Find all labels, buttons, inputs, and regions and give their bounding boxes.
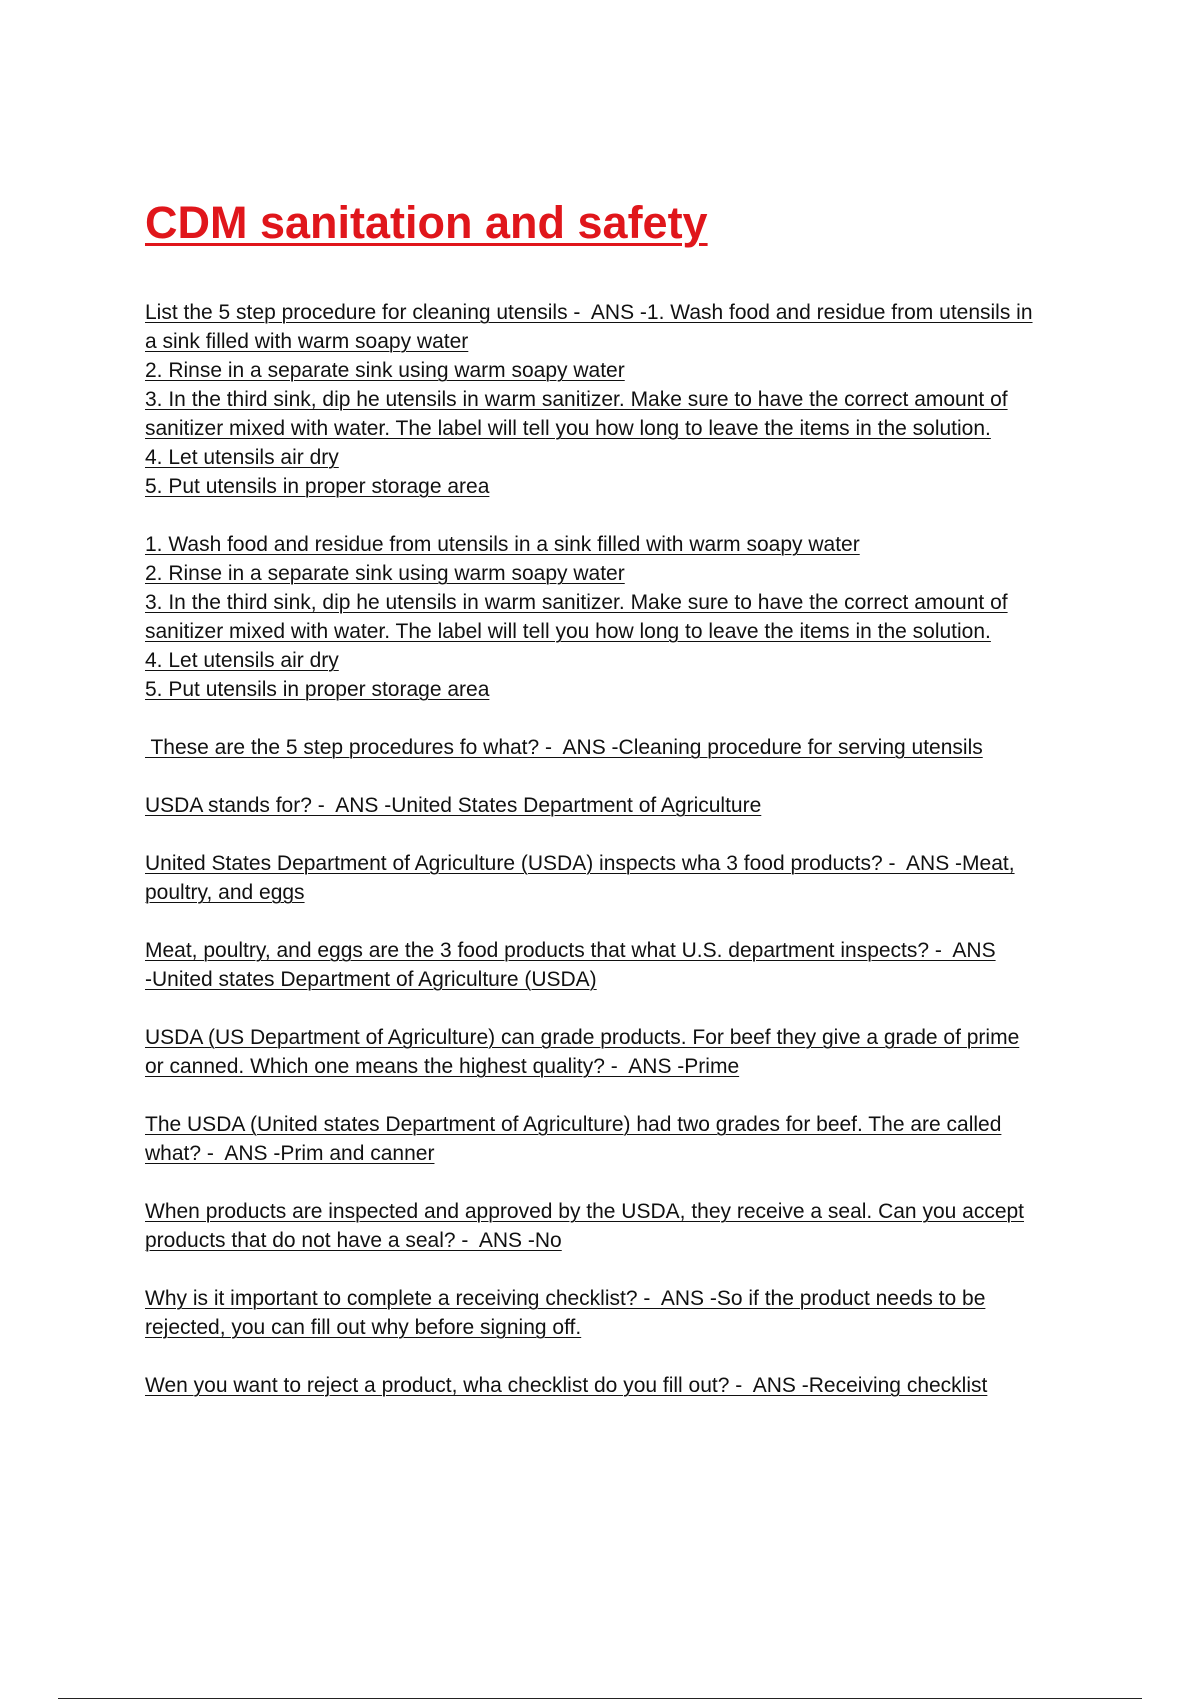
document-body [145,298,1090,1429]
text-line: 3. In the third sink, dip he utensils in warm sanitizer. Make sure to have the correct amount of [145,388,1008,411]
text-line: 1. Wash food and residue from utensils in a sink filled with warm soapy water [145,533,860,556]
text-line: 5. Put utensils in proper storage area [145,678,490,701]
text-line: what? - ANS -Prim and canner [145,1142,435,1165]
qa-block-cleaning-procedure [145,298,1090,501]
steps-list-block [145,530,1090,704]
text-line: When products are inspected and approved by the USDA, they receive a seal. Can you accept [145,1200,1025,1223]
text-line: a sink filled with warm soapy water [145,330,469,353]
text-line: Why is it important to complete a receiving checklist? - ANS -So if the product needs to be [145,1287,986,1310]
text-line: 3. In the third sink, dip he utensils in warm sanitizer. Make sure to have the correct amount of [145,591,1008,614]
page-title: CDM sanitation and safety [145,197,708,248]
text-line: 4. Let utensils air dry [145,446,339,469]
text-line: rejected, you can fill out why before signing off. [145,1316,582,1339]
text-line: The USDA (United states Department of Agriculture) had two grades for beef. The are called [145,1113,1002,1136]
qa-block-beef-grades [145,1110,1090,1168]
text-line: products that do not have a seal? - ANS -No [145,1229,562,1252]
text-line: USDA stands for? - ANS -United States Department of Agriculture [145,794,762,817]
text-line: United States Department of Agriculture (USDA) inspects wha 3 food products? - ANS -Meat, [145,852,1015,875]
text-line: or canned. Which one means the highest quality? - ANS -Prime [145,1055,740,1078]
text-line: These are the 5 step procedures fo what? - ANS -Cleaning procedure for serving utensils [145,736,983,759]
qa-block-receiving-checklist-importance [145,1284,1090,1342]
qa-block-usda-stands-for [145,791,1090,820]
qa-block-highest-quality-grade [145,1023,1090,1081]
text-line: 4. Let utensils air dry [145,649,339,672]
qa-block-usda-seal [145,1197,1090,1255]
text-line: sanitizer mixed with water. The label will tell you how long to leave the items in the solution. [145,417,991,440]
qa-block-which-department [145,936,1090,994]
footer-divider [58,1698,1142,1699]
text-line: 2. Rinse in a separate sink using warm soapy water [145,562,625,585]
qa-block-usda-inspects [145,849,1090,907]
text-line: sanitizer mixed with water. The label will tell you how long to leave the items in the solution. [145,620,991,643]
text-line: poultry, and eggs [145,881,305,904]
text-line: -United states Department of Agriculture (USDA) [145,968,597,991]
text-line: Wen you want to reject a product, wha checklist do you fill out? - ANS -Receiving checklist [145,1374,988,1397]
qa-block-reject-checklist [145,1371,1090,1400]
text-line: List the 5 step procedure for cleaning utensils - ANS -1. Wash food and residue from utensils in [145,301,1033,324]
qa-block-procedures-for-what [145,733,1090,762]
text-line: 5. Put utensils in proper storage area [145,475,490,498]
text-line: USDA (US Department of Agriculture) can grade products. For beef they give a grade of prime [145,1026,1020,1049]
text-line: 2. Rinse in a separate sink using warm soapy water [145,359,625,382]
text-line: Meat, poultry, and eggs are the 3 food products that what U.S. department inspects? - ANS [145,939,996,962]
